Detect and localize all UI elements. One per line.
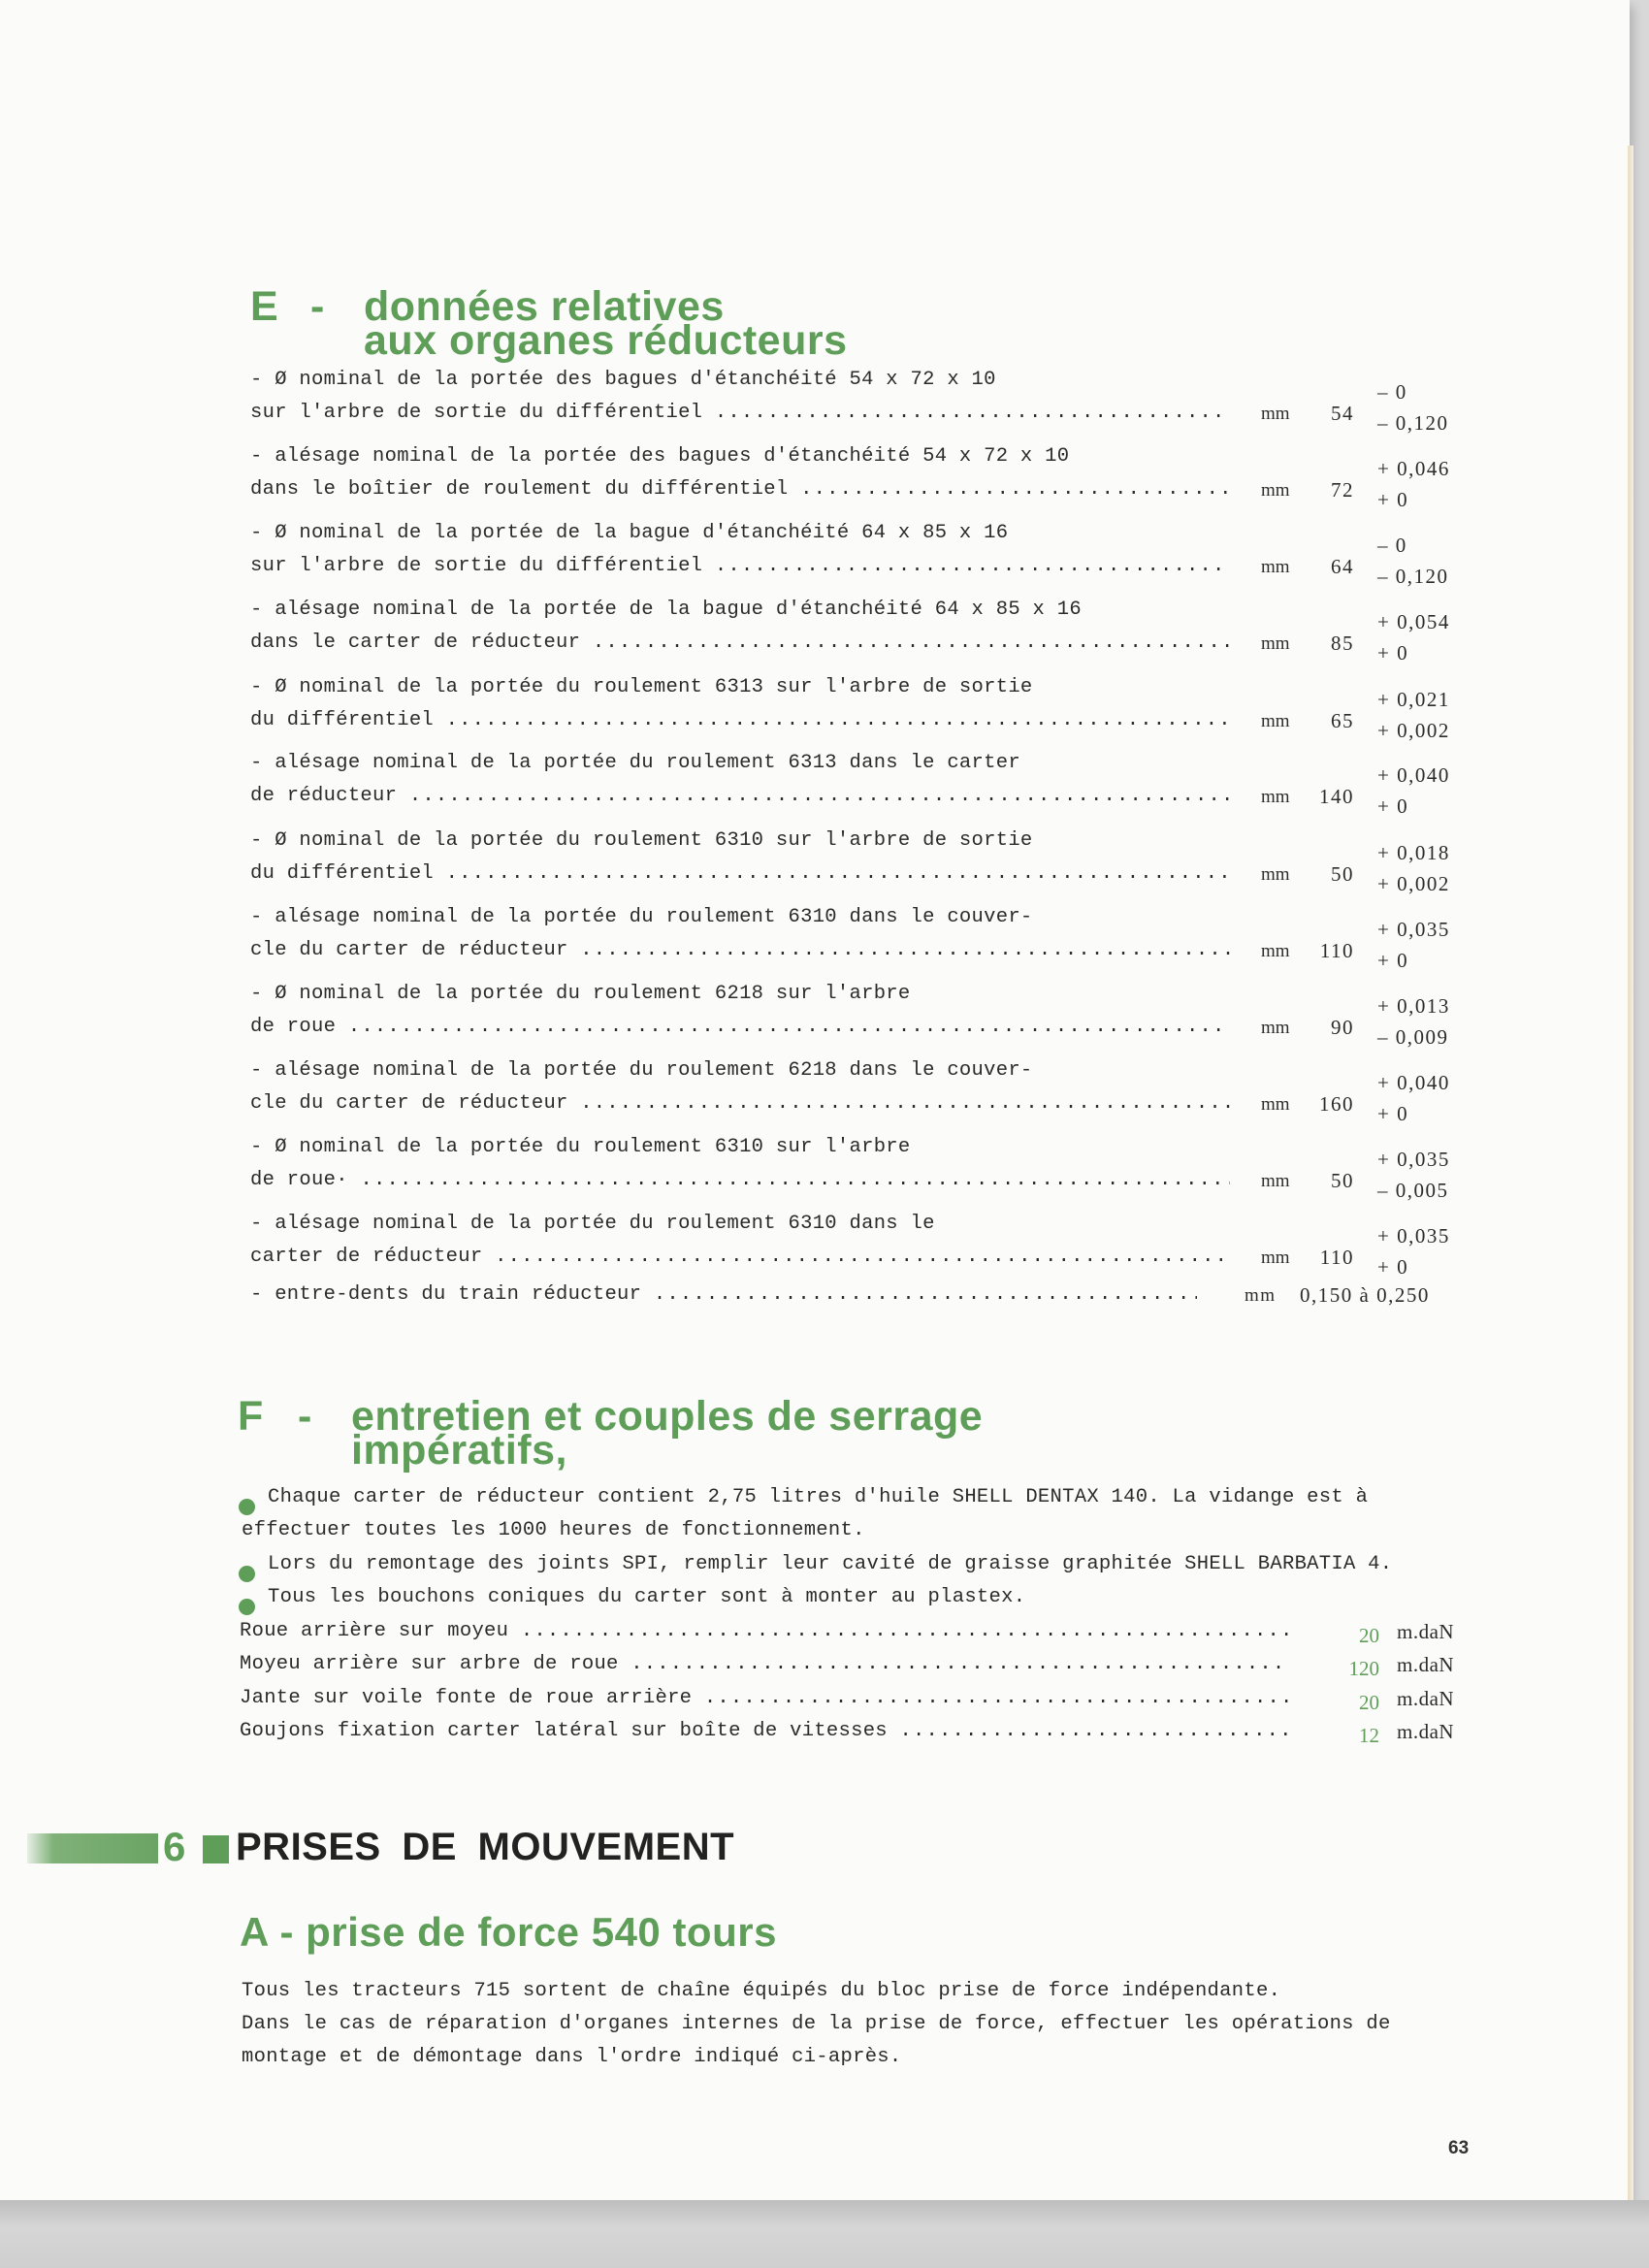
spec-tolerance-upper: + 0,035 (1377, 1224, 1450, 1247)
spec-tolerance-upper: + 0,054 (1377, 610, 1450, 633)
leader-dots (715, 555, 1230, 578)
spec-tolerance-upper: + 0,040 (1377, 1071, 1450, 1094)
spec-label-line1: - Ø nominal de la portée des bagues d'étanchéité 54 x 72 x 10 (250, 369, 996, 391)
spec-tolerance-upper: – 0 (1377, 534, 1407, 557)
spec-label-line2: cle du carter de réducteur (250, 1092, 568, 1115)
spec-label-line1: - alésage nominal de la portée du roulement 6310 dans le (250, 1213, 935, 1235)
section-e-title-line1: données relatives (364, 283, 725, 330)
spec-nominal-value: 140 (1319, 785, 1354, 808)
spec-nominal-value: 50 (1331, 1169, 1354, 1192)
spec-unit: mm (1261, 1018, 1290, 1038)
chapter-square-icon (203, 1835, 229, 1863)
scan-background (0, 2200, 1649, 2268)
spec-tolerance-upper: + 0,046 (1377, 457, 1450, 480)
torque-value: 20 (1359, 1691, 1379, 1714)
leader-dots (495, 1246, 1230, 1269)
spec-row-entre-dents (250, 1283, 1197, 1307)
spec-label: - entre-dents du train réducteur (250, 1283, 642, 1306)
leader-dots (630, 1653, 1290, 1676)
leader-dots (446, 709, 1230, 732)
intro-paragraph-line: Dans le cas de réparation d'organes internes de la prise de force, effectuer les opérations de (242, 2013, 1391, 2035)
spec-tolerance-lower: – 0,009 (1377, 1025, 1449, 1049)
torque-row (240, 1620, 1290, 1643)
spec-unit: mm (1261, 864, 1290, 885)
spec-label-line2: sur l'arbre de sortie du différentiel (250, 402, 703, 424)
bullet-icon (239, 1599, 255, 1615)
spec-unit: mm (1261, 633, 1290, 654)
spec-label-line1: - Ø nominal de la portée du roulement 6218 sur l'arbre (250, 983, 911, 1005)
torque-row (240, 1687, 1290, 1710)
section-f-title-line1: entretien et couples de serrage (351, 1393, 984, 1440)
spec-label-line2-row (250, 555, 1230, 578)
chapter-title: PRISES DE MOUVEMENT (236, 1826, 735, 1868)
torque-unit: m.daN (1397, 1687, 1455, 1710)
torque-label: Jante sur voile fonte de roue arrière (240, 1687, 693, 1709)
torque-unit: m.daN (1397, 1653, 1455, 1676)
spec-unit: mm (1261, 1094, 1290, 1115)
spec-value-range: 0,150 à 0,250 (1300, 1283, 1430, 1307)
spec-label-line2: carter de réducteur (250, 1246, 483, 1268)
torque-label: Moyeu arrière sur arbre de roue (240, 1653, 619, 1675)
spec-label-line2-row (250, 709, 1230, 732)
chapter-bar (27, 1833, 158, 1863)
leader-dots (580, 939, 1230, 962)
intro-paragraph-line: Tous les tracteurs 715 sortent de chaîne équipés du bloc prise de force indépendante. (242, 1980, 1281, 2002)
torque-row (240, 1720, 1290, 1743)
spec-label-line2: du différentiel (250, 862, 435, 885)
spec-tolerance-lower: + 0 (1377, 1102, 1409, 1125)
spec-label-line2-row (250, 402, 1230, 425)
spec-nominal-value: 90 (1331, 1016, 1354, 1039)
torque-unit: m.daN (1397, 1720, 1455, 1743)
leader-dots (715, 402, 1230, 425)
page-number: 63 (1448, 2138, 1470, 2158)
spec-label-line2-row (250, 939, 1230, 962)
spec-unit: mm (1261, 1247, 1290, 1268)
leader-dots (593, 632, 1230, 655)
spec-tolerance-lower: + 0 (1377, 949, 1409, 972)
spec-label-line2-row (250, 862, 1230, 886)
torque-unit: m.daN (1397, 1620, 1455, 1643)
section-f-title-line2: impératifs, (351, 1427, 567, 1474)
spec-tolerance-lower: + 0 (1377, 794, 1409, 818)
spec-tolerance-upper: + 0,018 (1377, 841, 1450, 864)
maintenance-note: Tous les bouchons coniques du carter sont à monter au plastex. (268, 1586, 1026, 1608)
section-a-title: A - prise de force 540 tours (240, 1909, 777, 1955)
spec-tolerance-lower: + 0,002 (1377, 719, 1450, 742)
torque-row (240, 1653, 1290, 1676)
spec-label-line2-row (250, 1016, 1230, 1039)
spec-tolerance-lower: – 0,005 (1377, 1179, 1449, 1202)
spec-label-line1: - Ø nominal de la portée du roulement 6310 sur l'arbre de sortie (250, 829, 1033, 852)
spec-unit: mm (1261, 711, 1290, 731)
section-e-dash: - (310, 283, 325, 330)
spec-label-line2-row (250, 1092, 1230, 1116)
torque-value: 20 (1359, 1624, 1379, 1647)
spec-nominal-value: 85 (1331, 632, 1354, 655)
spec-unit: mm (1261, 480, 1290, 501)
spec-label-line1: - alésage nominal de la portée du roulement 6310 dans le couver- (250, 906, 1033, 928)
spec-tolerance-upper: + 0,035 (1377, 918, 1450, 941)
spec-unit: mm (1261, 941, 1290, 961)
spec-tolerance-lower: + 0 (1377, 641, 1409, 664)
spec-unit: mm (1261, 404, 1290, 424)
spec-label-line2: du différentiel (250, 709, 435, 731)
leader-dots (704, 1687, 1290, 1710)
spec-label-line2-row (250, 632, 1230, 655)
spec-label-line1: - alésage nominal de la portée des bagues d'étanchéité 54 x 72 x 10 (250, 445, 1070, 468)
section-e-letter: E (250, 283, 278, 330)
spec-tolerance-upper: + 0,021 (1377, 688, 1450, 711)
torque-label: Roue arrière sur moyeu (240, 1620, 509, 1642)
spec-label-line1: - alésage nominal de la portée du roulement 6313 dans le carter (250, 752, 1020, 774)
spec-label-line1: - alésage nominal de la portée de la bague d'étanchéité 64 x 85 x 16 (250, 599, 1082, 621)
spec-label-line1: - Ø nominal de la portée de la bague d'étanchéité 64 x 85 x 16 (250, 522, 1009, 544)
chapter-number: 6 (163, 1824, 186, 1869)
spec-unit: mm (1261, 1171, 1290, 1191)
spec-nominal-value: 72 (1331, 478, 1354, 502)
section-f-dash: - (298, 1393, 312, 1440)
leader-dots (580, 1092, 1230, 1116)
spec-unit: mm (1261, 557, 1290, 577)
spec-nominal-value: 54 (1331, 402, 1354, 425)
spec-tolerance-lower: + 0 (1377, 488, 1409, 511)
spec-nominal-value: 64 (1331, 555, 1354, 578)
spec-label-line2: de roue· (250, 1169, 348, 1191)
leader-dots (348, 1016, 1230, 1039)
spec-tolerance-upper: + 0,040 (1377, 763, 1450, 787)
leader-dots (409, 785, 1230, 808)
maintenance-note: Chaque carter de réducteur contient 2,75 litres d'huile SHELL DENTAX 140. La vidange est à (268, 1486, 1369, 1508)
spec-nominal-value: 110 (1319, 939, 1354, 962)
spec-tolerance-upper: – 0 (1377, 380, 1407, 404)
spec-nominal-value: 65 (1331, 709, 1354, 732)
spec-label-line1: - alésage nominal de la portée du roulement 6218 dans le couver- (250, 1059, 1033, 1082)
maintenance-note-continued: effectuer toutes les 1000 heures de fonctionnement. (242, 1519, 865, 1541)
leader-dots (900, 1720, 1290, 1743)
spec-tolerance-upper: + 0,013 (1377, 994, 1450, 1018)
spec-nominal-value: 160 (1319, 1092, 1354, 1116)
spec-label-line1: - Ø nominal de la portée du roulement 6310 sur l'arbre (250, 1136, 911, 1158)
maintenance-note: Lors du remontage des joints SPI, remplir leur cavité de graisse graphitée SHELL BARBATIA 4. (268, 1553, 1393, 1575)
spec-label-line2: de roue (250, 1016, 337, 1038)
leader-dots (360, 1169, 1230, 1192)
spec-label-line2-row (250, 1246, 1230, 1269)
spec-label-line2: sur l'arbre de sortie du différentiel (250, 555, 703, 577)
spec-unit: mm (1261, 787, 1290, 807)
spec-tolerance-lower: – 0,120 (1377, 565, 1449, 588)
page-edge (1628, 146, 1633, 2200)
spec-tolerance-lower: + 0,002 (1377, 872, 1450, 895)
torque-value: 120 (1348, 1657, 1379, 1680)
spec-tolerance-lower: – 0,120 (1377, 411, 1449, 435)
spec-label-line2: dans le carter de réducteur (250, 632, 581, 654)
spec-tolerance-upper: + 0,035 (1377, 1148, 1450, 1171)
spec-tolerance-lower: + 0 (1377, 1255, 1409, 1279)
torque-value: 12 (1359, 1724, 1379, 1747)
spec-label-line2: cle du carter de réducteur (250, 939, 568, 961)
section-e-title-line2: aux organes réducteurs (364, 317, 848, 364)
spec-label-line2-row (250, 478, 1230, 502)
spec-nominal-value: 110 (1319, 1246, 1354, 1269)
intro-paragraph-line: montage et de démontage dans l'ordre indiqué ci-après. (242, 2046, 902, 2068)
spec-unit: mm (1245, 1285, 1277, 1306)
section-f-letter: F (238, 1393, 264, 1440)
leader-dots (654, 1283, 1197, 1307)
torque-label: Goujons fixation carter latéral sur boîte de vitesses (240, 1720, 888, 1742)
bullet-icon (239, 1499, 255, 1515)
spec-nominal-value: 50 (1331, 862, 1354, 886)
bullet-icon (239, 1566, 255, 1582)
spec-label-line2-row (250, 785, 1230, 808)
leader-dots (521, 1620, 1290, 1643)
spec-label-line2-row (250, 1169, 1230, 1192)
leader-dots (446, 862, 1230, 886)
spec-label-line2: de réducteur (250, 785, 398, 807)
spec-label-line1: - Ø nominal de la portée du roulement 6313 sur l'arbre de sortie (250, 676, 1033, 698)
spec-label-line2: dans le boîtier de roulement du différentiel (250, 478, 789, 501)
leader-dots (800, 478, 1230, 502)
